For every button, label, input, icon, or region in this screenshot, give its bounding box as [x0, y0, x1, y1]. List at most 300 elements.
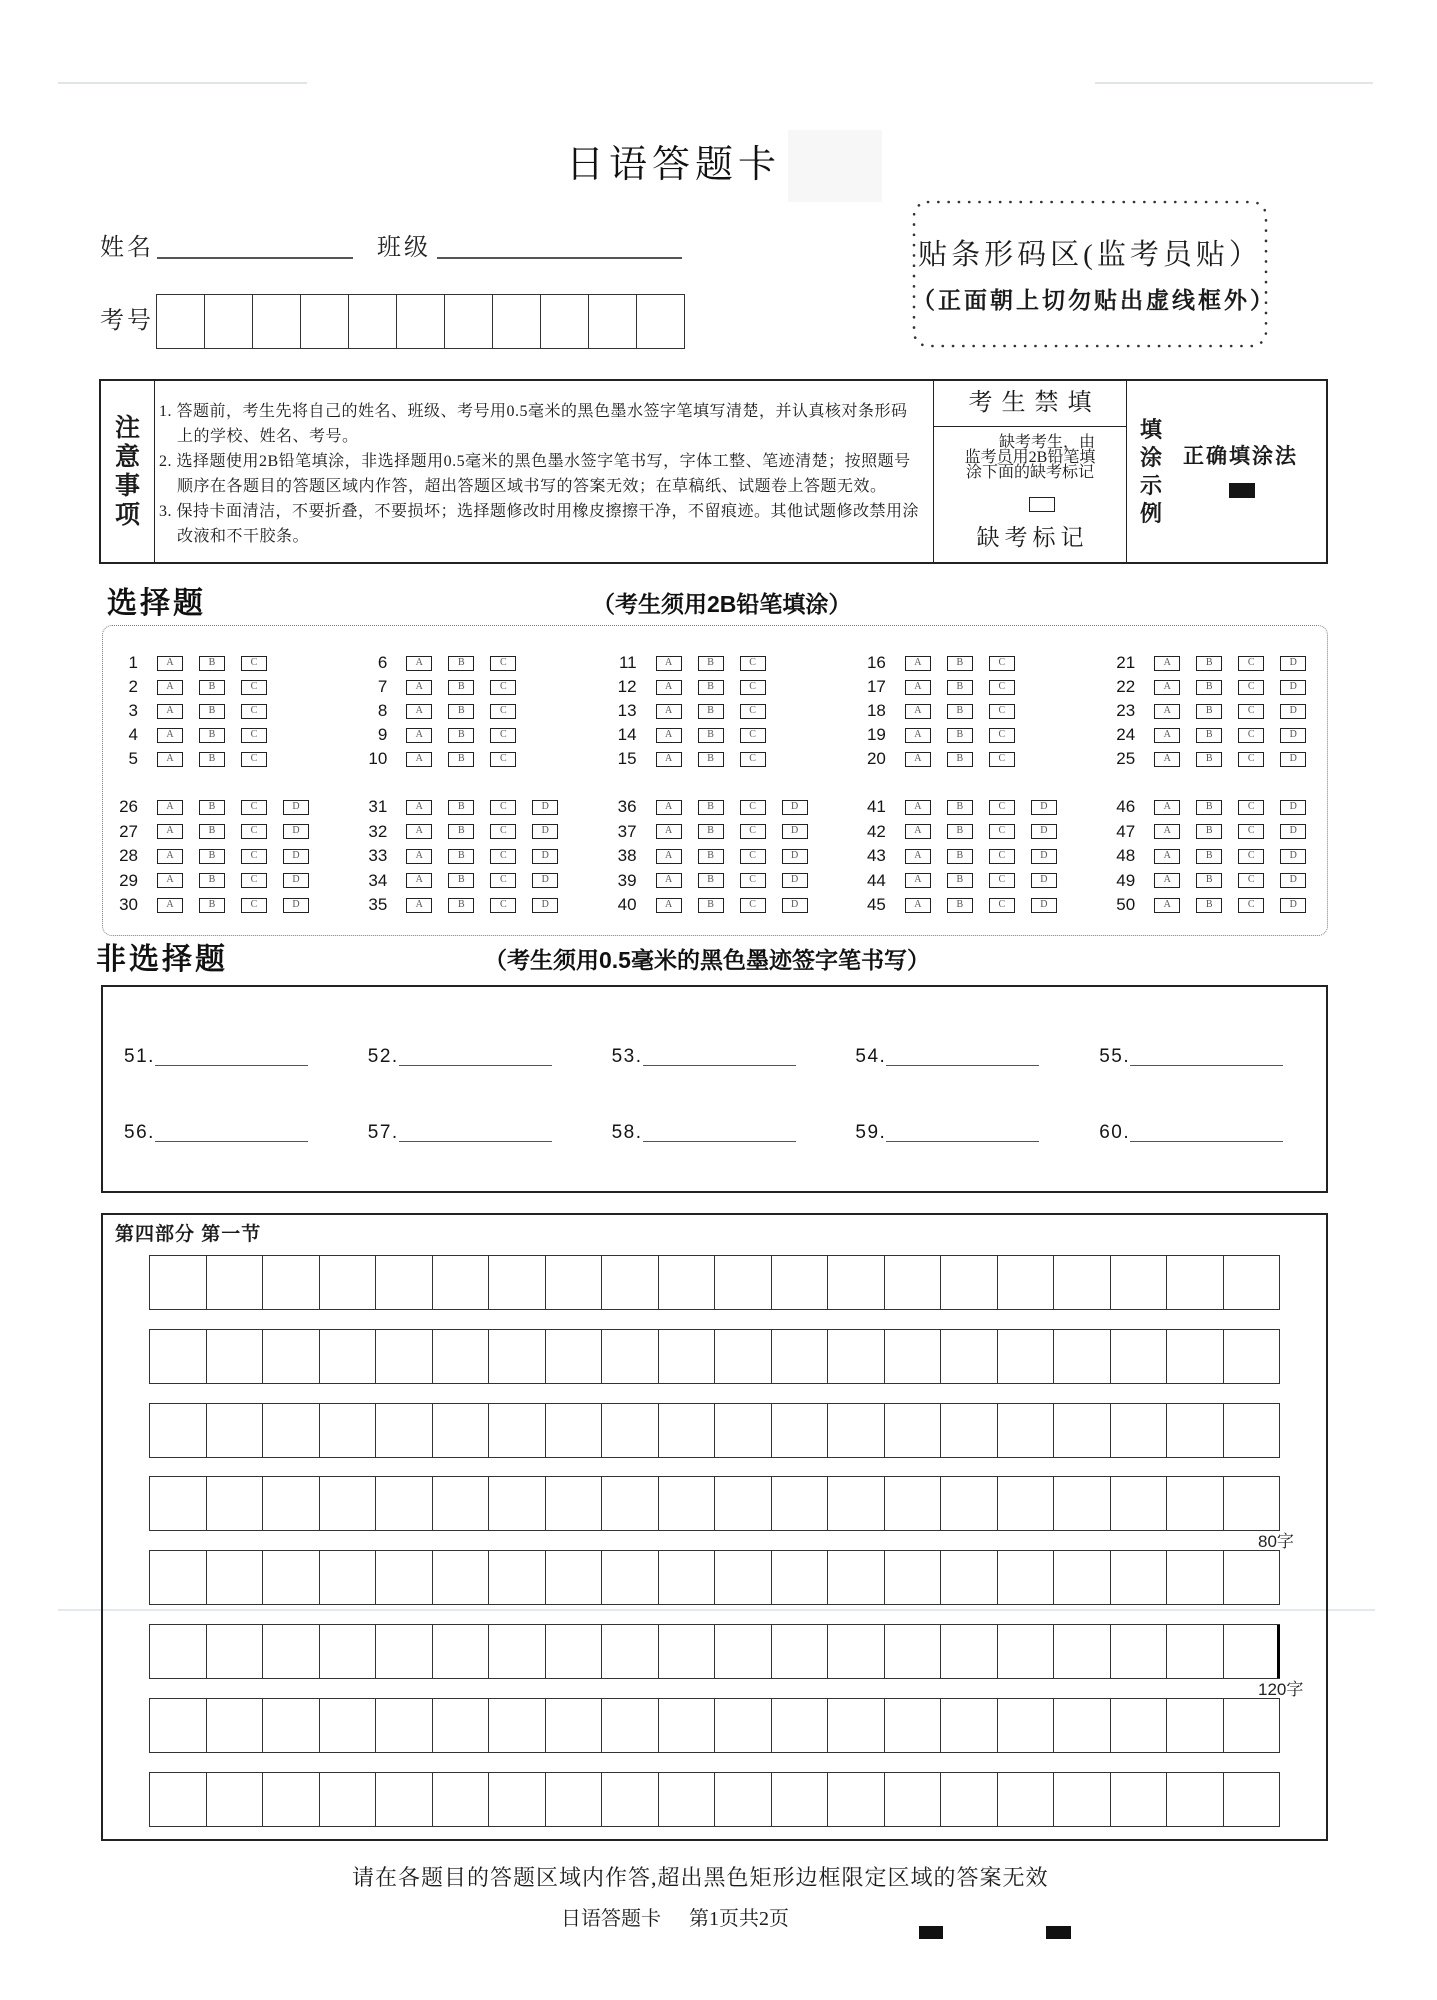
answer-option-c[interactable]: C — [241, 849, 267, 864]
writing-cell[interactable] — [1167, 1256, 1224, 1309]
writing-cell[interactable] — [941, 1330, 998, 1383]
answer-option-b[interactable]: B — [698, 873, 724, 888]
writing-cell[interactable] — [1167, 1330, 1224, 1383]
writing-cell[interactable] — [1054, 1330, 1111, 1383]
answer-option-a[interactable]: A — [157, 656, 183, 671]
writing-cell[interactable] — [772, 1699, 829, 1752]
answer-option-a[interactable]: A — [406, 800, 432, 815]
answer-option-c[interactable]: C — [989, 824, 1015, 839]
writing-cell[interactable] — [433, 1330, 490, 1383]
answer-option-d[interactable]: D — [532, 824, 558, 839]
writing-cell[interactable] — [1054, 1256, 1111, 1309]
answer-option-b[interactable]: B — [698, 849, 724, 864]
answer-option-d[interactable]: D — [532, 849, 558, 864]
writing-cell[interactable] — [433, 1699, 490, 1752]
answer-option-c[interactable]: C — [490, 704, 516, 719]
writing-cell[interactable] — [998, 1477, 1055, 1530]
writing-cell[interactable] — [1224, 1773, 1281, 1826]
answer-option-a[interactable]: A — [406, 704, 432, 719]
answer-option-a[interactable]: A — [656, 656, 682, 671]
writing-cell[interactable] — [772, 1551, 829, 1604]
writing-cell[interactable] — [207, 1773, 264, 1826]
answer-option-a[interactable]: A — [656, 873, 682, 888]
answer-option-c[interactable]: C — [241, 898, 267, 913]
answer-option-c[interactable]: C — [1238, 849, 1264, 864]
answer-option-b[interactable]: B — [698, 898, 724, 913]
answer-option-d[interactable]: D — [283, 824, 309, 839]
writing-cell[interactable] — [433, 1551, 490, 1604]
answer-option-c[interactable]: C — [1238, 800, 1264, 815]
writing-cell[interactable] — [546, 1551, 603, 1604]
writing-cell[interactable] — [1111, 1404, 1168, 1457]
writing-cell[interactable] — [885, 1256, 942, 1309]
writing-cell[interactable] — [602, 1256, 659, 1309]
exam-number-digit-box[interactable] — [301, 295, 349, 348]
writing-cell[interactable] — [263, 1625, 320, 1678]
writing-cell[interactable] — [433, 1404, 490, 1457]
writing-cell[interactable] — [489, 1625, 546, 1678]
answer-option-a[interactable]: A — [656, 680, 682, 695]
writing-cell[interactable] — [263, 1551, 320, 1604]
writing-cell[interactable] — [1224, 1551, 1281, 1604]
writing-cell[interactable] — [998, 1551, 1055, 1604]
answer-option-c[interactable]: C — [740, 898, 766, 913]
nonchoice-answer-blank[interactable] — [886, 1045, 1039, 1066]
answer-option-a[interactable]: A — [406, 898, 432, 913]
answer-option-d[interactable]: D — [283, 849, 309, 864]
answer-option-c[interactable]: C — [241, 704, 267, 719]
writing-cell[interactable] — [263, 1256, 320, 1309]
writing-cell[interactable] — [320, 1773, 377, 1826]
answer-option-a[interactable]: A — [157, 898, 183, 913]
answer-option-c[interactable]: C — [740, 680, 766, 695]
answer-option-b[interactable]: B — [448, 873, 474, 888]
answer-option-b[interactable]: B — [199, 849, 225, 864]
writing-cell[interactable] — [941, 1773, 998, 1826]
writing-cell[interactable] — [150, 1625, 207, 1678]
writing-cell[interactable] — [828, 1477, 885, 1530]
writing-cell[interactable] — [489, 1551, 546, 1604]
writing-cell[interactable] — [659, 1256, 716, 1309]
absence-mark-checkbox[interactable] — [1029, 497, 1055, 512]
answer-option-a[interactable]: A — [905, 752, 931, 767]
writing-cell[interactable] — [1224, 1699, 1281, 1752]
answer-option-c[interactable]: C — [740, 800, 766, 815]
answer-option-a[interactable]: A — [406, 680, 432, 695]
answer-option-d[interactable]: D — [782, 873, 808, 888]
writing-cell[interactable] — [1054, 1551, 1111, 1604]
answer-option-b[interactable]: B — [199, 680, 225, 695]
writing-cell[interactable] — [828, 1773, 885, 1826]
answer-option-a[interactable]: A — [1154, 873, 1180, 888]
writing-cell[interactable] — [715, 1699, 772, 1752]
answer-option-b[interactable]: B — [199, 800, 225, 815]
answer-option-a[interactable]: A — [406, 752, 432, 767]
answer-option-b[interactable]: B — [698, 680, 724, 695]
answer-option-a[interactable]: A — [157, 824, 183, 839]
writing-cell[interactable] — [150, 1699, 207, 1752]
writing-cell[interactable] — [772, 1330, 829, 1383]
nonchoice-answer-blank[interactable] — [399, 1121, 552, 1142]
writing-cell[interactable] — [489, 1773, 546, 1826]
writing-cell[interactable] — [659, 1551, 716, 1604]
answer-option-c[interactable]: C — [490, 824, 516, 839]
answer-option-b[interactable]: B — [199, 752, 225, 767]
answer-option-d[interactable]: D — [283, 898, 309, 913]
writing-cell[interactable] — [941, 1699, 998, 1752]
writing-cell[interactable] — [376, 1551, 433, 1604]
writing-cell[interactable] — [1111, 1625, 1168, 1678]
answer-option-c[interactable]: C — [241, 680, 267, 695]
writing-cell[interactable] — [433, 1477, 490, 1530]
answer-option-b[interactable]: B — [947, 873, 973, 888]
writing-cell[interactable] — [602, 1330, 659, 1383]
writing-cell[interactable] — [602, 1551, 659, 1604]
answer-option-a[interactable]: A — [157, 873, 183, 888]
answer-option-b[interactable]: B — [698, 704, 724, 719]
answer-option-a[interactable]: A — [905, 680, 931, 695]
answer-option-c[interactable]: C — [740, 728, 766, 743]
writing-cell[interactable] — [546, 1477, 603, 1530]
writing-cell[interactable] — [1224, 1256, 1281, 1309]
writing-cell[interactable] — [546, 1699, 603, 1752]
writing-cell[interactable] — [1054, 1477, 1111, 1530]
writing-cell[interactable] — [772, 1773, 829, 1826]
answer-option-c[interactable]: C — [989, 680, 1015, 695]
answer-option-d[interactable]: D — [1031, 849, 1057, 864]
writing-cell[interactable] — [320, 1404, 377, 1457]
answer-option-d[interactable]: D — [1280, 752, 1306, 767]
writing-cell[interactable] — [546, 1330, 603, 1383]
answer-option-a[interactable]: A — [1154, 824, 1180, 839]
answer-option-b[interactable]: B — [448, 752, 474, 767]
answer-option-a[interactable]: A — [1154, 898, 1180, 913]
answer-option-a[interactable]: A — [1154, 680, 1180, 695]
answer-option-c[interactable]: C — [989, 849, 1015, 864]
writing-cell[interactable] — [659, 1477, 716, 1530]
answer-option-a[interactable]: A — [905, 728, 931, 743]
answer-option-b[interactable]: B — [1196, 800, 1222, 815]
writing-cell[interactable] — [207, 1404, 264, 1457]
writing-cell[interactable] — [376, 1773, 433, 1826]
answer-option-b[interactable]: B — [199, 898, 225, 913]
answer-option-d[interactable]: D — [1031, 800, 1057, 815]
writing-cell[interactable] — [885, 1404, 942, 1457]
writing-cell[interactable] — [150, 1256, 207, 1309]
answer-option-c[interactable]: C — [490, 873, 516, 888]
answer-option-a[interactable]: A — [656, 849, 682, 864]
nonchoice-answer-blank[interactable] — [399, 1045, 552, 1066]
exam-number-digit-box[interactable] — [637, 295, 685, 348]
answer-option-d[interactable]: D — [1280, 800, 1306, 815]
answer-option-c[interactable]: C — [989, 898, 1015, 913]
answer-option-a[interactable]: A — [157, 849, 183, 864]
answer-option-c[interactable]: C — [490, 849, 516, 864]
writing-cell[interactable] — [320, 1256, 377, 1309]
answer-option-d[interactable]: D — [1280, 680, 1306, 695]
writing-cell[interactable] — [659, 1404, 716, 1457]
writing-cell[interactable] — [885, 1773, 942, 1826]
exam-number-digit-box[interactable] — [349, 295, 397, 348]
writing-cell[interactable] — [376, 1625, 433, 1678]
writing-cell[interactable] — [150, 1477, 207, 1530]
writing-cell[interactable] — [1054, 1404, 1111, 1457]
answer-option-b[interactable]: B — [448, 704, 474, 719]
answer-option-c[interactable]: C — [989, 728, 1015, 743]
writing-cell[interactable] — [941, 1551, 998, 1604]
writing-cell[interactable] — [1111, 1477, 1168, 1530]
answer-option-b[interactable]: B — [448, 680, 474, 695]
writing-cell[interactable] — [207, 1256, 264, 1309]
writing-cell[interactable] — [772, 1256, 829, 1309]
answer-option-b[interactable]: B — [448, 800, 474, 815]
writing-cell[interactable] — [998, 1625, 1055, 1678]
answer-option-a[interactable]: A — [406, 849, 432, 864]
answer-option-c[interactable]: C — [1238, 824, 1264, 839]
answer-option-a[interactable]: A — [1154, 849, 1180, 864]
answer-option-b[interactable]: B — [947, 800, 973, 815]
writing-cell[interactable] — [715, 1773, 772, 1826]
answer-option-b[interactable]: B — [199, 873, 225, 888]
answer-option-c[interactable]: C — [490, 898, 516, 913]
answer-option-c[interactable]: C — [1238, 898, 1264, 913]
answer-option-d[interactable]: D — [532, 898, 558, 913]
answer-option-d[interactable]: D — [1031, 898, 1057, 913]
nonchoice-answer-blank[interactable] — [155, 1121, 308, 1142]
writing-cell[interactable] — [1167, 1625, 1224, 1678]
writing-cell[interactable] — [1054, 1699, 1111, 1752]
answer-option-b[interactable]: B — [1196, 873, 1222, 888]
writing-cell[interactable] — [433, 1625, 490, 1678]
writing-cell[interactable] — [941, 1404, 998, 1457]
answer-option-c[interactable]: C — [989, 873, 1015, 888]
answer-option-c[interactable]: C — [740, 752, 766, 767]
answer-option-c[interactable]: C — [241, 800, 267, 815]
answer-option-a[interactable]: A — [1154, 704, 1180, 719]
writing-cell[interactable] — [602, 1773, 659, 1826]
exam-number-digit-box[interactable] — [253, 295, 301, 348]
writing-cell[interactable] — [602, 1699, 659, 1752]
writing-cell[interactable] — [1224, 1404, 1281, 1457]
writing-cell[interactable] — [828, 1625, 885, 1678]
writing-cell[interactable] — [1167, 1404, 1224, 1457]
answer-option-b[interactable]: B — [698, 656, 724, 671]
answer-option-a[interactable]: A — [157, 800, 183, 815]
writing-cell[interactable] — [1111, 1699, 1168, 1752]
writing-cell[interactable] — [1054, 1773, 1111, 1826]
writing-cell[interactable] — [320, 1330, 377, 1383]
answer-option-b[interactable]: B — [1196, 728, 1222, 743]
answer-option-b[interactable]: B — [698, 728, 724, 743]
answer-option-a[interactable]: A — [905, 873, 931, 888]
answer-option-b[interactable]: B — [448, 898, 474, 913]
writing-cell[interactable] — [150, 1330, 207, 1383]
answer-option-b[interactable]: B — [1196, 849, 1222, 864]
answer-option-c[interactable]: C — [1238, 873, 1264, 888]
answer-option-d[interactable]: D — [1280, 656, 1306, 671]
writing-cell[interactable] — [998, 1330, 1055, 1383]
nonchoice-answer-blank[interactable] — [643, 1045, 796, 1066]
answer-option-c[interactable]: C — [241, 873, 267, 888]
answer-option-c[interactable]: C — [490, 800, 516, 815]
name-field[interactable] — [157, 257, 353, 259]
answer-option-a[interactable]: A — [656, 752, 682, 767]
writing-cell[interactable] — [828, 1330, 885, 1383]
answer-option-c[interactable]: C — [490, 680, 516, 695]
answer-option-d[interactable]: D — [782, 800, 808, 815]
answer-option-b[interactable]: B — [947, 849, 973, 864]
writing-cell[interactable] — [263, 1330, 320, 1383]
writing-cell[interactable] — [320, 1625, 377, 1678]
answer-option-c[interactable]: C — [241, 752, 267, 767]
exam-number-digit-box[interactable] — [589, 295, 637, 348]
writing-cell[interactable] — [546, 1404, 603, 1457]
writing-cell[interactable] — [1224, 1477, 1281, 1530]
answer-option-b[interactable]: B — [448, 849, 474, 864]
answer-option-a[interactable]: A — [1154, 656, 1180, 671]
answer-option-a[interactable]: A — [656, 824, 682, 839]
answer-option-d[interactable]: D — [1031, 824, 1057, 839]
exam-number-digit-box[interactable] — [445, 295, 493, 348]
answer-option-d[interactable]: D — [1280, 824, 1306, 839]
exam-number-digit-box[interactable] — [205, 295, 253, 348]
answer-option-a[interactable]: A — [905, 824, 931, 839]
answer-option-d[interactable]: D — [782, 824, 808, 839]
answer-option-a[interactable]: A — [1154, 752, 1180, 767]
writing-cell[interactable] — [150, 1404, 207, 1457]
writing-cell[interactable] — [941, 1477, 998, 1530]
answer-option-b[interactable]: B — [1196, 898, 1222, 913]
writing-cell[interactable] — [602, 1477, 659, 1530]
writing-cell[interactable] — [772, 1477, 829, 1530]
writing-cell[interactable] — [659, 1625, 716, 1678]
answer-option-b[interactable]: B — [1196, 752, 1222, 767]
class-field[interactable] — [437, 257, 682, 259]
exam-number-digit-box[interactable] — [397, 295, 445, 348]
writing-cell[interactable] — [207, 1330, 264, 1383]
writing-cell[interactable] — [546, 1625, 603, 1678]
answer-option-a[interactable]: A — [406, 873, 432, 888]
writing-cell[interactable] — [320, 1551, 377, 1604]
writing-cell[interactable] — [320, 1477, 377, 1530]
answer-option-b[interactable]: B — [199, 656, 225, 671]
answer-option-a[interactable]: A — [1154, 800, 1180, 815]
answer-option-a[interactable]: A — [656, 728, 682, 743]
writing-cell[interactable] — [1167, 1477, 1224, 1530]
writing-cell[interactable] — [1054, 1625, 1111, 1678]
writing-cell[interactable] — [1224, 1625, 1281, 1678]
writing-cell[interactable] — [433, 1256, 490, 1309]
answer-option-c[interactable]: C — [1238, 704, 1264, 719]
answer-option-b[interactable]: B — [199, 824, 225, 839]
answer-option-b[interactable]: B — [947, 704, 973, 719]
answer-option-b[interactable]: B — [947, 728, 973, 743]
writing-cell[interactable] — [602, 1404, 659, 1457]
nonchoice-answer-blank[interactable] — [1130, 1045, 1283, 1066]
writing-cell[interactable] — [546, 1256, 603, 1309]
answer-option-a[interactable]: A — [157, 728, 183, 743]
answer-option-c[interactable]: C — [989, 656, 1015, 671]
answer-option-c[interactable]: C — [740, 824, 766, 839]
answer-option-d[interactable]: D — [1280, 898, 1306, 913]
answer-option-b[interactable]: B — [199, 728, 225, 743]
writing-cell[interactable] — [150, 1551, 207, 1604]
nonchoice-answer-blank[interactable] — [886, 1121, 1039, 1142]
answer-option-b[interactable]: B — [698, 824, 724, 839]
answer-option-d[interactable]: D — [1280, 849, 1306, 864]
writing-cell[interactable] — [885, 1477, 942, 1530]
writing-cell[interactable] — [998, 1256, 1055, 1309]
answer-option-c[interactable]: C — [241, 824, 267, 839]
answer-option-b[interactable]: B — [448, 824, 474, 839]
answer-option-c[interactable]: C — [490, 752, 516, 767]
answer-option-c[interactable]: C — [989, 800, 1015, 815]
answer-option-b[interactable]: B — [947, 824, 973, 839]
writing-cell[interactable] — [659, 1699, 716, 1752]
writing-cell[interactable] — [659, 1773, 716, 1826]
writing-cell[interactable] — [1111, 1551, 1168, 1604]
answer-option-a[interactable]: A — [157, 704, 183, 719]
writing-cell[interactable] — [1111, 1256, 1168, 1309]
answer-option-d[interactable]: D — [532, 800, 558, 815]
answer-option-d[interactable]: D — [1031, 873, 1057, 888]
writing-cell[interactable] — [715, 1404, 772, 1457]
writing-cell[interactable] — [772, 1625, 829, 1678]
writing-cell[interactable] — [1167, 1551, 1224, 1604]
answer-option-a[interactable]: A — [1154, 728, 1180, 743]
answer-option-b[interactable]: B — [947, 656, 973, 671]
answer-option-d[interactable]: D — [532, 873, 558, 888]
answer-option-c[interactable]: C — [740, 849, 766, 864]
nonchoice-answer-blank[interactable] — [643, 1121, 796, 1142]
writing-cell[interactable] — [828, 1699, 885, 1752]
writing-cell[interactable] — [207, 1551, 264, 1604]
writing-cell[interactable] — [263, 1773, 320, 1826]
writing-cell[interactable] — [1167, 1699, 1224, 1752]
exam-number-digit-box[interactable] — [493, 295, 541, 348]
writing-cell[interactable] — [376, 1404, 433, 1457]
writing-cell[interactable] — [885, 1330, 942, 1383]
writing-cell[interactable] — [715, 1256, 772, 1309]
writing-cell[interactable] — [715, 1551, 772, 1604]
answer-option-a[interactable]: A — [406, 824, 432, 839]
writing-cell[interactable] — [885, 1699, 942, 1752]
writing-cell[interactable] — [263, 1477, 320, 1530]
writing-cell[interactable] — [828, 1404, 885, 1457]
writing-cell[interactable] — [1167, 1773, 1224, 1826]
answer-option-b[interactable]: B — [698, 752, 724, 767]
writing-cell[interactable] — [207, 1625, 264, 1678]
writing-cell[interactable] — [715, 1477, 772, 1530]
answer-option-b[interactable]: B — [1196, 656, 1222, 671]
writing-cell[interactable] — [489, 1330, 546, 1383]
writing-cell[interactable] — [376, 1477, 433, 1530]
writing-cell[interactable] — [150, 1773, 207, 1826]
writing-cell[interactable] — [998, 1773, 1055, 1826]
answer-option-c[interactable]: C — [989, 752, 1015, 767]
answer-option-c[interactable]: C — [241, 656, 267, 671]
writing-cell[interactable] — [998, 1404, 1055, 1457]
answer-option-c[interactable]: C — [1238, 752, 1264, 767]
answer-option-a[interactable]: A — [905, 704, 931, 719]
answer-option-b[interactable]: B — [199, 704, 225, 719]
writing-cell[interactable] — [376, 1699, 433, 1752]
answer-option-a[interactable]: A — [905, 656, 931, 671]
answer-option-c[interactable]: C — [740, 873, 766, 888]
writing-cell[interactable] — [207, 1699, 264, 1752]
writing-cell[interactable] — [1111, 1773, 1168, 1826]
nonchoice-answer-blank[interactable] — [1130, 1121, 1283, 1142]
